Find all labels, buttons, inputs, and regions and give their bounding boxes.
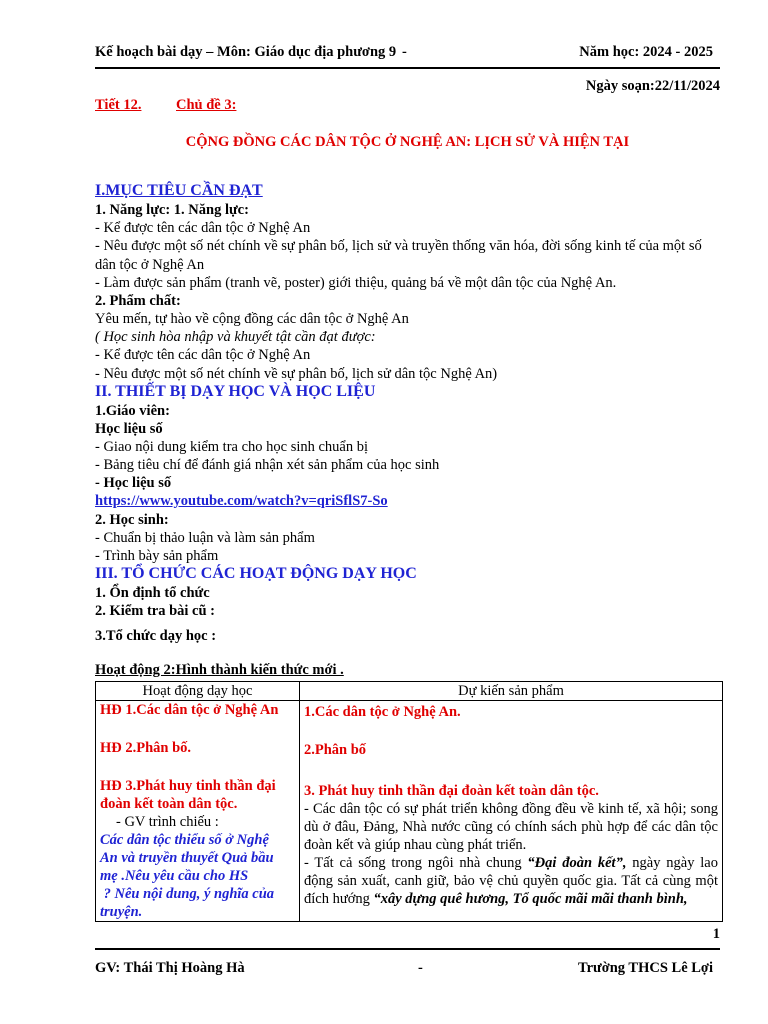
- activity-hd2: HĐ 2.Phân bố.: [100, 740, 192, 756]
- text-line: - Trình bày sản phẩm: [95, 548, 219, 564]
- product-p1: 1.Các dân tộc ở Nghệ An.: [304, 704, 461, 720]
- digital-material-item: - Học liệu số: [95, 475, 172, 491]
- text-line: - Nêu được một số nét chính về sự phân bố, lịch sử và truyền thống văn hóa, đời sống kinh tế của một số: [95, 238, 702, 254]
- lesson-topic: Chủ đề 3:: [176, 97, 237, 113]
- paragraph-2-quote-2: “xây dựng quê hương, Tổ quốc mãi mãi thanh bình,: [373, 891, 688, 907]
- page-number: 1: [712, 926, 720, 942]
- digital-material-heading: Học liệu số: [95, 421, 163, 437]
- activity-cell: [96, 701, 300, 922]
- teacher-heading: 1.Giáo viên:: [95, 403, 170, 419]
- footer-teacher: GV: Thái Thị Hoàng Hà: [95, 960, 245, 976]
- activity-heading: Hoạt động 2:Hình thành kiến thức mới .: [95, 662, 344, 678]
- header-right: Năm học: 2024 - 2025: [579, 44, 713, 60]
- product-paragraph-1: - Các dân tộc có sự phát triển không đồng đều về kinh tế, xã hội; song dù ở đâu, Đảng, Nhà nước cũng có chính sách phù hợp để các dân tộc đoàn kết và giúp nhau cùng phát triển.: [304, 801, 718, 853]
- inclusive-heading: ( Học sinh hòa nhập và khuyết tật cần đạt được:: [95, 329, 376, 345]
- task-line: truyện.: [100, 904, 143, 920]
- table-header-product: Dự kiến sản phẩm: [300, 682, 723, 701]
- header-rule: [95, 67, 720, 69]
- section-3-heading: III. TỔ CHỨC CÁC HOẠT ĐỘNG DẠY HỌC: [95, 565, 417, 582]
- paragraph-2-quote-1: “Đại đoàn kết”,: [527, 855, 627, 871]
- activity-hd1: HĐ 1.Các dân tộc ở Nghệ An: [100, 702, 279, 718]
- text-line: Yêu mến, tự hào về cộng đồng các dân tộc ở Nghệ An: [95, 311, 409, 327]
- teacher-presents: - GV trình chiếu :: [116, 814, 219, 830]
- task-line: ? Nêu nội dung, ý nghĩa của: [100, 886, 275, 902]
- text-line: - Nêu được một số nét chính về sự phân bố, lịch sử dân tộc Nghệ An): [95, 366, 498, 382]
- table-header-row: [96, 682, 723, 701]
- text-line: - Làm được sản phẩm (tranh vẽ, poster) giới thiệu, quảng bá về một dân tộc của Nghệ An.: [95, 275, 617, 291]
- task-line: Các dân tộc thiểu số ở Nghệ: [100, 832, 269, 848]
- product-p3: 3. Phát huy tinh thần đại đoàn kết toàn dân tộc.: [304, 783, 599, 799]
- header-dash: -: [402, 44, 407, 60]
- youtube-link[interactable]: https://www.youtube.com/watch?v=qriSflS7-So: [95, 493, 388, 509]
- step-organize: 1. Ổn định tổ chức: [95, 585, 210, 601]
- text-line: - Kể được tên các dân tộc ở Nghệ An: [95, 220, 311, 236]
- lesson-number: Tiết 12.: [95, 97, 142, 113]
- text-line: - Chuẩn bị thảo luận và làm sản phẩm: [95, 530, 315, 546]
- date-prepared: Ngày soạn:22/11/2024: [585, 78, 720, 94]
- pham-chat-heading: 2. Phẩm chất:: [95, 293, 181, 309]
- activity-hd3-line2: đoàn kết toàn dân tộc.: [100, 796, 238, 812]
- text-line: - Kể được tên các dân tộc ở Nghệ An: [95, 347, 311, 363]
- paragraph-2-part-a: - Tất cả sống trong ngôi nhà chung: [304, 855, 528, 871]
- section-1-heading: I.MỤC TIÊU CẦN ĐẠT: [95, 182, 263, 199]
- page-title: CỘNG ĐỒNG CÁC DÂN TỘC Ở NGHỆ AN: LỊCH SỬ VÀ HIỆN TẠI: [185, 134, 630, 150]
- footer-rule: [95, 948, 720, 950]
- product-paragraph-2: [304, 854, 718, 908]
- header-left: Kế hoạch bài dạy – Môn: Giáo dục địa phương 9: [95, 44, 397, 60]
- product-p2: 2.Phân bố: [304, 742, 367, 758]
- product-cell: [300, 701, 723, 922]
- footer-dash: -: [418, 960, 423, 976]
- text-line: dân tộc ở Nghệ An: [95, 257, 205, 273]
- step-review: 2. Kiểm tra bài cũ :: [95, 603, 216, 619]
- nang-luc-heading: 1. Năng lực: 1. Năng lực:: [95, 202, 249, 218]
- footer-school: Trường THCS Lê Lợi: [577, 960, 713, 976]
- activity-table: [95, 681, 723, 922]
- paragraph-2-part-c: ngày ngày lao động sản xuất, canh giữ, bảo vệ chủ quyền quốc gia. Tất cả cùng một đích hướng: [304, 855, 718, 907]
- section-2-heading: II. THIẾT BỊ DẠY HỌC VÀ HỌC LIỆU: [95, 383, 376, 400]
- step-teaching: 3.Tổ chức dạy học :: [95, 628, 217, 644]
- table-row: [96, 701, 723, 922]
- text-line: - Giao nội dung kiểm tra cho học sinh chuẩn bị: [95, 439, 369, 455]
- task-line: An và truyền thuyết Quả bầu: [100, 850, 274, 866]
- activity-hd3-line1: HĐ 3.Phát huy tinh thần đại: [100, 778, 276, 794]
- table-header-activity: Hoạt động dạy học: [96, 682, 300, 701]
- task-line: mẹ .Nêu yêu cầu cho HS: [100, 868, 249, 884]
- student-heading: 2. Học sinh:: [95, 512, 169, 528]
- text-line: - Bảng tiêu chí để đánh giá nhận xét sản phẩm của học sinh: [95, 457, 440, 473]
